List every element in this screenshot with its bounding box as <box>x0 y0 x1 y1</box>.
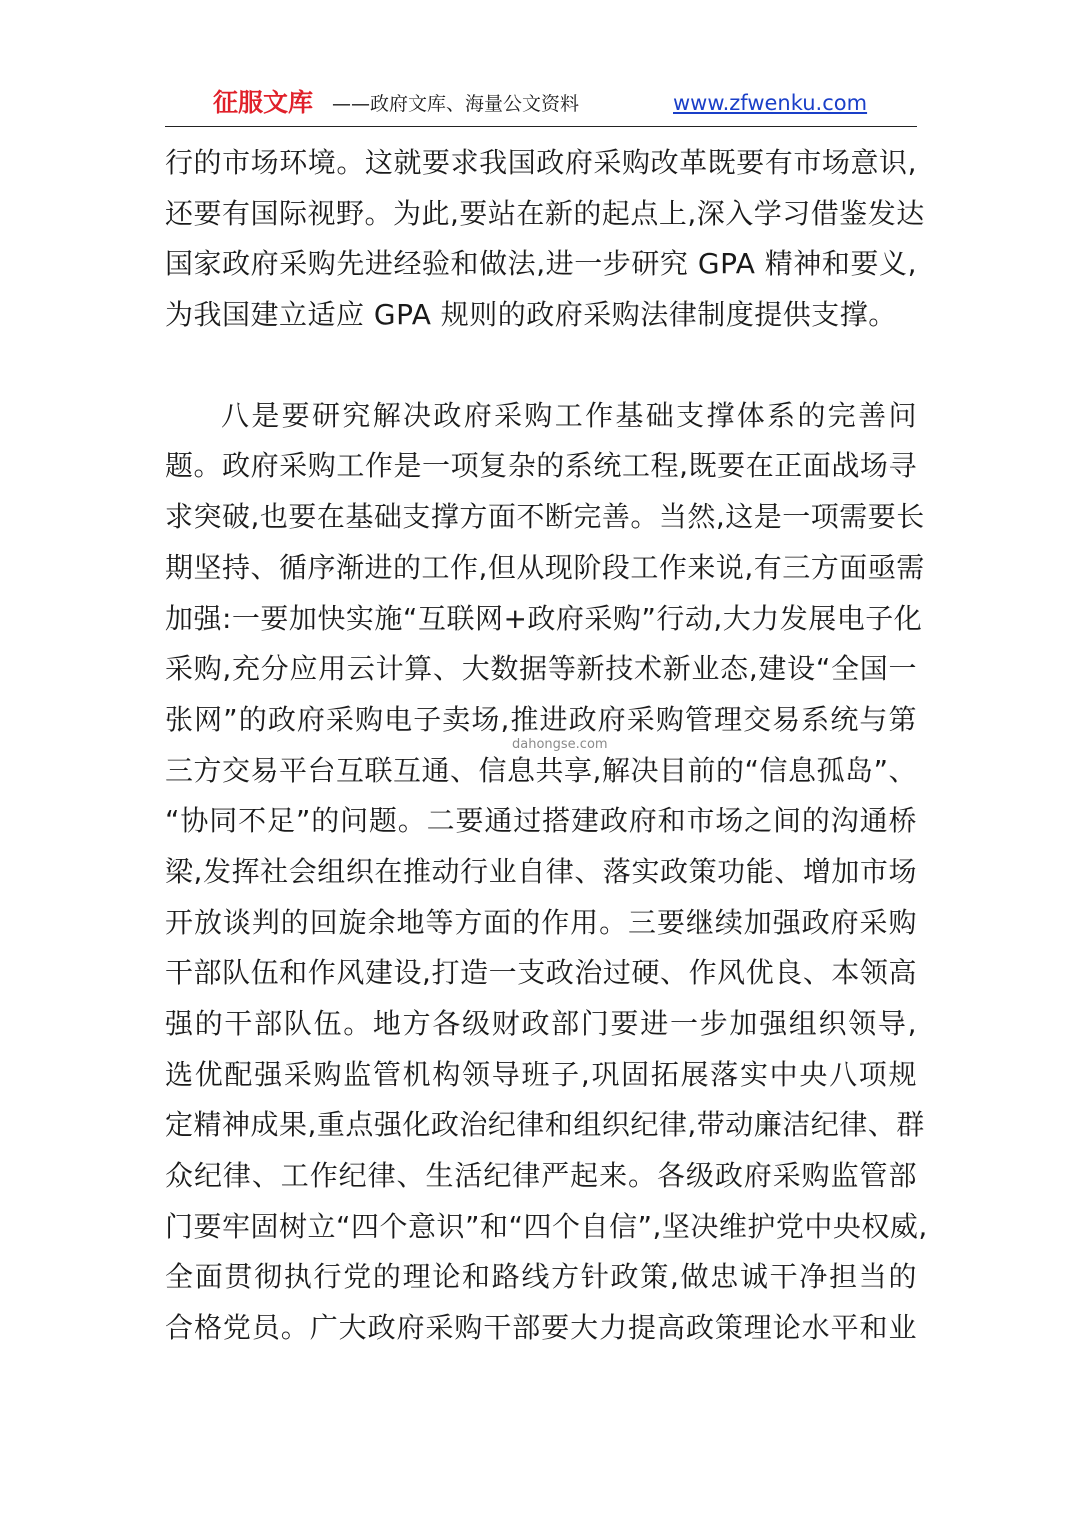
text-line: 三方交易平台互联互通、信息共享,解决目前的“信息孤岛”、 <box>165 753 917 787</box>
text-line: 题。政府采购工作是一项复杂的系统工程,既要在正面战场寻 <box>165 449 917 483</box>
text-line: 还要有国际视野。为此,要站在新的起点上,深入学习借鉴发达 <box>165 196 925 230</box>
text-line: 梁,发挥社会组织在推动行业自律、落实政策功能、增加市场 <box>165 854 917 888</box>
text-line: 干部队伍和作风建设,打造一支政治过硬、作风优良、本领高 <box>165 956 917 990</box>
text-line: 选优配强采购监管机构领导班子,巩固拓展落实中央八项规 <box>165 1057 917 1091</box>
text-line: 行的市场环境。这就要求我国政府采购改革既要有市场意识, <box>165 146 917 179</box>
text-line: 八是要研究解决政府采购工作基础支撑体系的完善问 <box>221 398 917 432</box>
text-line: 为我国建立适应 GPA 规则的政府采购法律制度提供支撑。 <box>165 298 897 332</box>
text-line: 国家政府采购先进经验和做法,进一步研究 GPA 精神和要义, <box>165 247 917 281</box>
header-tagline: ——政府文库、海量公文资料 <box>332 93 580 115</box>
brand-logo-text: 征服文库 <box>213 88 314 117</box>
text-line: 采购,充分应用云计算、大数据等新技术新业态,建设“全国一 <box>165 652 917 686</box>
text-line: 强的干部队伍。地方各级财政部门要进一步加强组织领导, <box>165 1007 917 1040</box>
header-divider <box>165 126 917 127</box>
paragraph-1 <box>165 138 925 341</box>
paragraph-gap <box>165 341 917 391</box>
paragraph-2 <box>165 391 928 1354</box>
text-line: 门要牢固树立“四个意识”和“四个自信”,坚决维护党中央权威, <box>165 1209 928 1243</box>
text-line: 全面贯彻执行党的理论和路线方针政策,做忠诚干净担当的 <box>165 1260 917 1294</box>
text-line: 众纪律、工作纪律、生活纪律严起来。各级政府采购监管部 <box>165 1159 917 1193</box>
text-line: 定精神成果,重点强化政治纪律和组织纪律,带动廉洁纪律、群 <box>165 1108 925 1142</box>
text-line: 开放谈判的回旋余地等方面的作用。三要继续加强政府采购 <box>165 905 917 939</box>
text-line: “协同不足”的问题。二要通过搭建政府和市场之间的沟通桥 <box>165 804 917 838</box>
text-line: 加强:一要加快实施“互联网+政府采购”行动,大力发展电子化 <box>165 601 923 635</box>
text-line: 求突破,也要在基础支撑方面不断完善。当然,这是一项需要长 <box>165 500 925 534</box>
page-header <box>165 86 917 126</box>
watermark: dahongse.com <box>509 737 611 753</box>
text-line: 合格党员。广大政府采购干部要大力提高政策理论水平和业 <box>165 1311 917 1345</box>
text-line: 张网”的政府采购电子卖场,推进政府采购管理交易系统与第 <box>165 702 917 736</box>
text-line: 期坚持、循序渐进的工作,但从现阶段工作来说,有三方面亟需 <box>165 550 925 584</box>
site-link[interactable]: www.zfwenku.com <box>673 91 868 115</box>
